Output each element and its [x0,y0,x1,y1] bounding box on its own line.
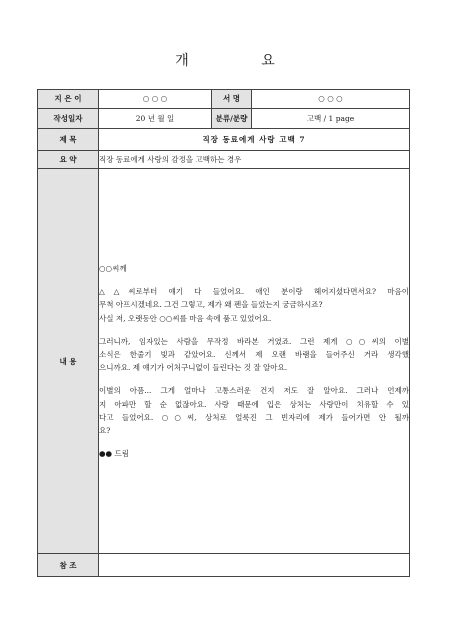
letter-greeting: ○○씨께 [99,264,127,274]
title-label: 제 목 [38,129,99,151]
author-row [38,90,410,109]
title-row [38,129,410,151]
letter-line: 다고 들었어요. ○○씨, 상처로 얼룩진 그 빈자리에 제가 들어가면 안 될까 [99,412,409,422]
reference-value [99,554,410,577]
summary-label: 요 약 [38,150,99,169]
author-value: ○ ○ ○ [99,90,212,109]
document-form [37,89,410,577]
date-label: 작성일자 [38,108,99,129]
summary-value: 직장 동료에게 사랑의 감정을 고백하는 경우 [99,150,410,169]
title-value: 직장 동료에게 사랑 고백 7 [99,129,410,151]
page-title: 개 요 [175,53,309,69]
category-label: 분류/분량 [212,108,252,129]
letter-line: 사실 저, 오랫동안 ○○씨를 마음 속에 품고 있었어요. [99,313,272,323]
author-label: 지 은 이 [38,90,99,109]
letter-line: 지 아파만 할 순 없잖아요. 사랑 때문에 입은 상처는 사랑만이 치유할 수 있 [99,399,409,409]
date-value: 20 년 월 일 [99,108,212,129]
signature-label: 서 명 [212,90,252,109]
letter-line: 요? [99,426,111,436]
reference-row [38,554,410,577]
reference-label: 참 조 [38,554,99,577]
signature-value: ○ ○ ○ [252,90,410,109]
letter-line: △△씨로부터 얘기 다 들었어요. 애인 분이랑 헤어지셨다면서요? 마음이 [99,287,409,297]
letter-line: 소식은 한줄기 빛과 같았어요. 신께서 제 오랜 바램을 들어주신 거라 생각했 [99,350,409,360]
letter-signature: ●● 드림 [99,449,129,459]
date-row [38,108,410,129]
content-row [38,169,410,554]
letter-line: 이별의 아픔... 그게 얼마나 고통스러운 건지 저도 잘 알아요. 그러나 언제까 [99,386,409,396]
letter-line: 으니까요. 제 얘기가 어처구니없이 들린다는 것 잘 알아요. [99,363,288,373]
letter-line: 무척 아프시겠네요. 그건 그렇고, 제가 왜 펜을 들었는지 궁금하시죠? [99,300,323,310]
letter-paragraph-2 [99,335,409,375]
letter-body [99,169,410,554]
content-label: 내 용 [38,169,99,554]
letter-paragraph-3 [99,384,409,437]
category-value: 고백 / 1 page [252,108,410,129]
summary-row [38,150,410,169]
letter-line: 그러니까, 임자있는 사람을 무작정 바라본 거였죠. 그런 제게 ○○씨의 이별 [99,336,409,346]
letter-paragraph-1 [99,285,409,325]
